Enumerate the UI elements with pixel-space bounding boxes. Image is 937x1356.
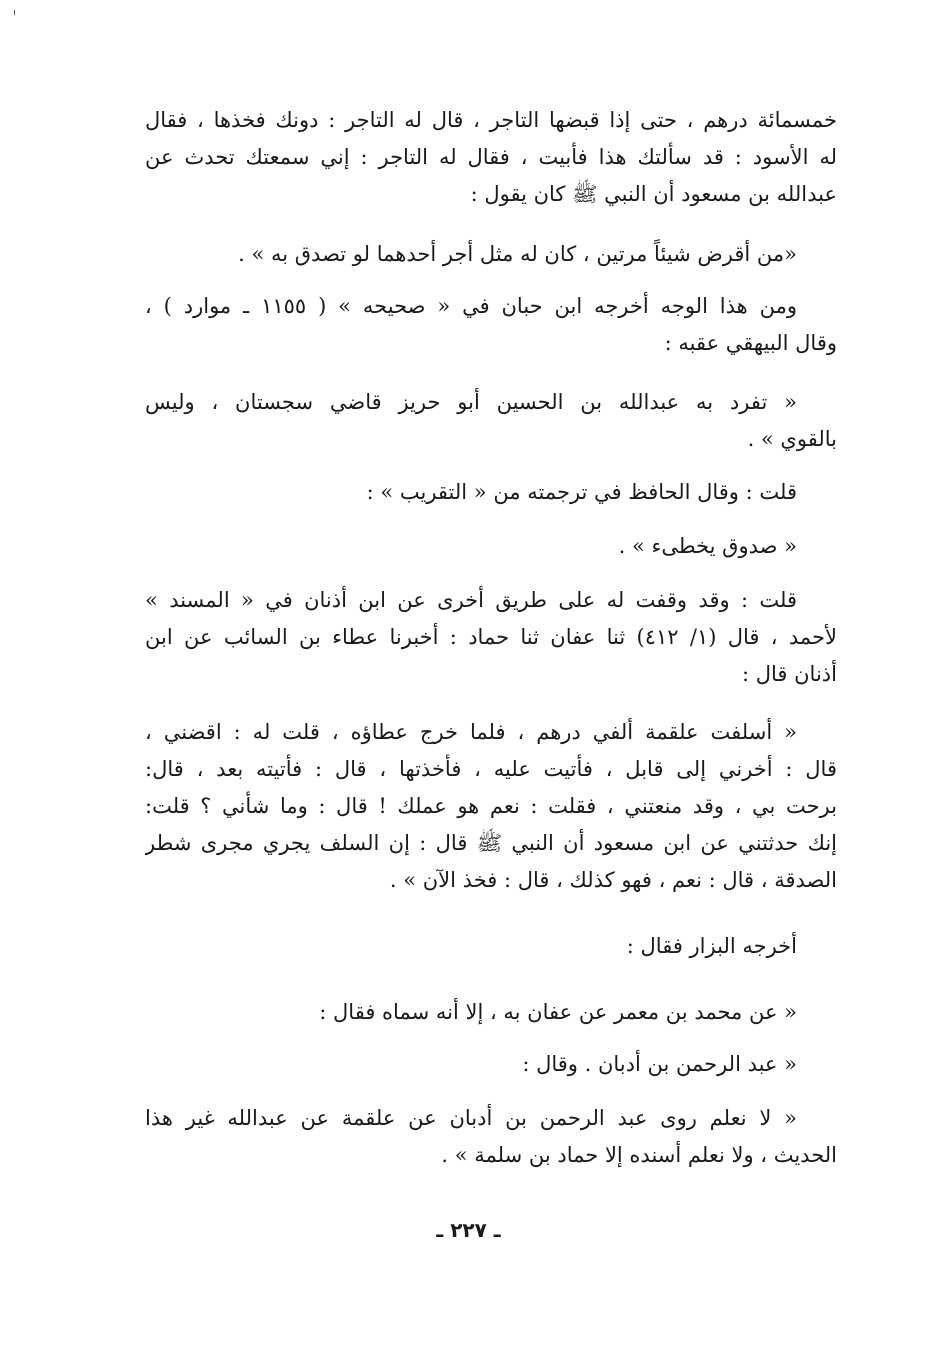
text-line: عبدالله بن مسعود أن النبي ﷺ كان يقول : [470,182,837,206]
text-line: أخرجه البزار فقال : [626,934,797,958]
text-line: قلت : وقال الحافظ في ترجمته من « التقريب » : [366,480,797,504]
text-line: وقال البيهقي عقبه : [664,331,837,355]
paragraph-10 [145,994,837,1031]
text-line: « صدوق يخطىء » . [618,534,797,558]
text-line: إنك حدثتني عن ابن مسعود أن النبي ﷺ قال : إن السلف يجري مجرى شطر [145,831,837,855]
text-line: أذنان قال : [742,662,837,686]
paragraph-7 [145,582,837,693]
text-line: بالقوي » . [747,427,837,451]
paragraph-11 [145,1046,837,1083]
text-line: « لا نعلم روى عبد الرحمن بن أدبان عن علقمة عن عبدالله غير هذا [145,1106,797,1130]
corner-mark [14,10,19,15]
paragraph-8 [145,714,837,899]
text-line: برحت بي ، وقد منعتني ، فقلت : نعم هو عملك ! قال : وما شأني ؟ قلت: [145,794,837,818]
text-line: لأحمد ، قال (١/ ٤١٢) ثنا عفان ثنا حماد : أخبرنا عطاء بن السائب عن ابن [145,625,837,649]
paragraph-5 [145,474,837,511]
text-line: الصدقة ، قال : نعم ، فهو كذلك ، قال : فخذ الآن » . [389,868,837,892]
paragraph-9 [145,928,837,965]
paragraph-2 [145,236,837,273]
text-line: « تفرد به عبدالله بن الحسين أبو حريز قاضي سجستان ، وليس [145,390,797,414]
text-line: قلت : وقد وقفت له على طريق أخرى عن ابن أذنان في « المسند » [145,588,797,612]
text-line: له الأسود : قد سألتك هذا فأبيت ، فقال له التاجر : إني سمعتك تحدث عن [145,145,837,169]
text-line: « عن محمد بن معمر عن عفان به ، إلا أنه سماه فقال : [319,1000,797,1024]
text-line: قال : أخرني إلى قابل ، فأتيت عليه ، فأخذتها ، قال : فأتيته بعد ، قال: [145,757,837,781]
paragraph-1 [145,102,837,213]
page-number: ـ ٢٢٧ ـ [436,1218,501,1242]
paragraph-12 [145,1100,837,1174]
text-line: خمسمائة درهم ، حتى إذا قبضها التاجر ، قال له التاجر : دونك فخذها ، فقال [145,108,837,132]
paragraph-3 [145,288,837,362]
text-line: « عبد الرحمن بن أدبان . وقال : [522,1052,797,1076]
text-line: ومن هذا الوجه أخرجه ابن حبان في « صحيحه » ( ١١٥٥ ـ موارد ) ، [145,294,797,318]
paragraph-4 [145,384,837,458]
text-line: الحديث ، ولا نعلم أسنده إلا حماد بن سلمة » . [441,1143,837,1167]
text-line: «من أقرض شيئاً مرتين ، كان له مثل أجر أحدهما لو تصدق به » . [238,242,797,266]
text-line: « أسلفت علقمة ألفي درهم ، فلما خرج عطاؤه ، قلت له : اقضني ، [145,720,797,744]
paragraph-6 [145,528,837,565]
